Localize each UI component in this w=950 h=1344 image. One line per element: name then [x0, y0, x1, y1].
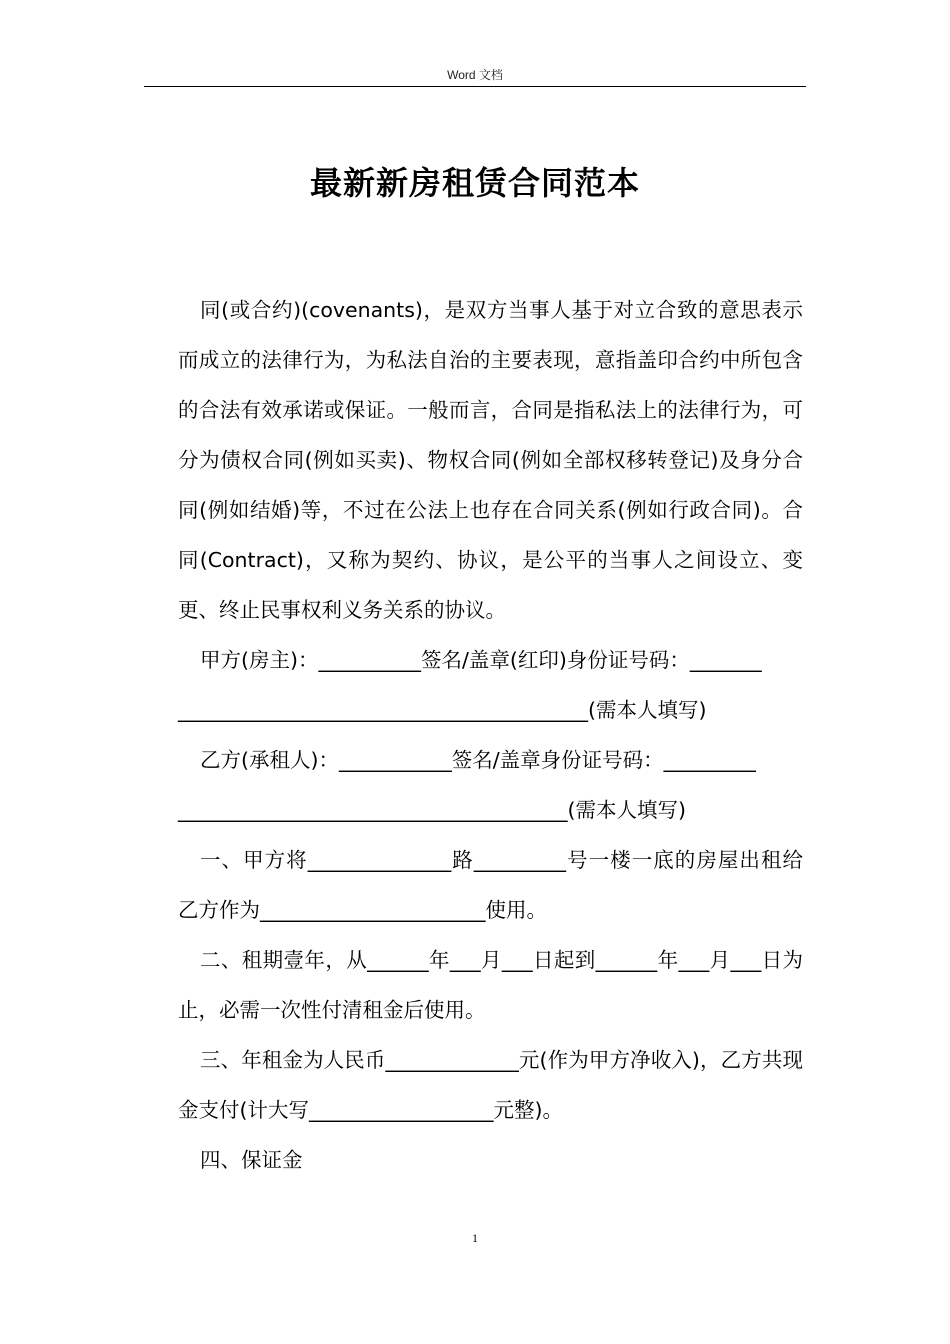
party-b-id-line: ______________________________________(需本人填写) — [178, 798, 686, 822]
header-rule — [144, 86, 806, 87]
document-body — [178, 285, 803, 1185]
party-a-id-line: ________________________________________(需本人填写) — [178, 698, 707, 722]
clause-3: 三、年租金为人民币_____________元(作为甲方净收入)，乙方共现金支付(计大写__________________元整)。 — [178, 1048, 803, 1122]
page-number: 1 — [472, 1231, 478, 1245]
page-header: Word 文档 — [447, 68, 503, 82]
party-a-line: 甲方(房主)：__________签名/盖章(红印)身份证号码：_______ — [200, 648, 762, 672]
party-b-line: 乙方(承租人)：___________签名/盖章身份证号码：_________ — [200, 748, 756, 772]
clause-1: 一、甲方将______________路_________号一楼一底的房屋出租给乙方作为______________________使用。 — [178, 848, 803, 922]
clause-2: 二、租期壹年，从______年___月___日起到______年___月___日为止，必需一次性付清租金后使用。 — [178, 948, 803, 1022]
document-title: 最新新房租赁合同范本 — [309, 164, 640, 202]
clause-4: 四、保证金 — [200, 1148, 303, 1172]
intro-paragraph: 同(或合约)(covenants)，是双方当事人基于对立合致的意思表示而成立的法律行为，为私法自治的主要表现，意指盖印合约中所包含的合法有效承诺或保证。一般而言，合同是指私法上的法律行为，可分为债权合同(例如买卖)、物权合同(例如全部权移转登记)及身分合同(例如结婚)等，不过在公法上也存在合同关系(例如行政合同)。合同(Contract)，又称为契约、协议，是公平的当事人之间设立、变更、终止民事权利义务关系的协议。 — [178, 298, 803, 622]
